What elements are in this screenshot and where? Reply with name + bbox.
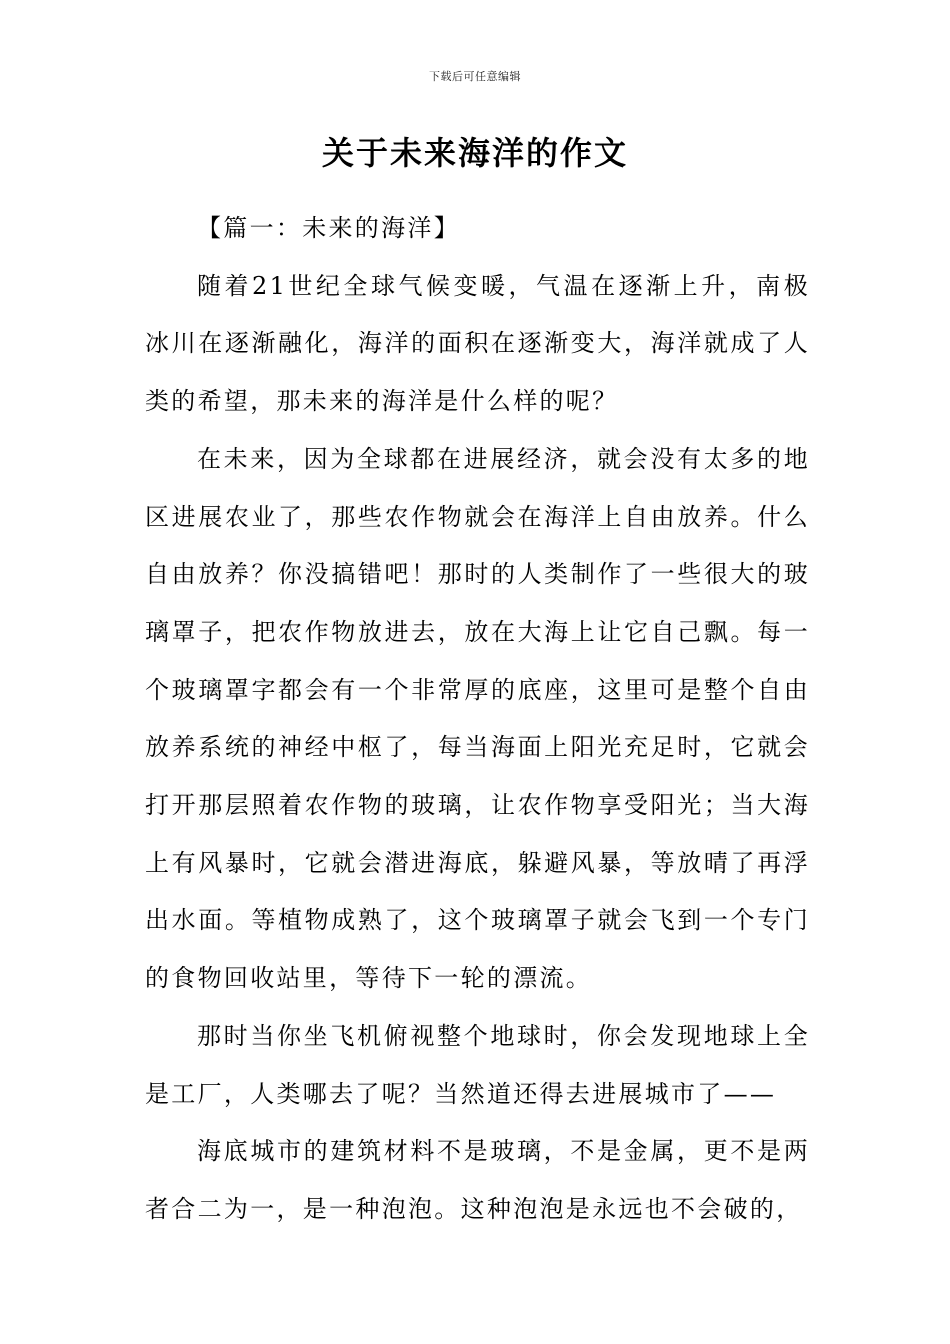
paragraph: 海底城市的建筑材料不是玻璃，不是金属，更不是两者合二为一，是一种泡泡。这种泡泡是永远也不会破的， bbox=[145, 1137, 810, 1223]
paragraph: 那时当你坐飞机俯视整个地球时，你会发现地球上全是工厂，人类哪去了呢？当然道还得去进展城市了—— bbox=[145, 1021, 810, 1108]
paragraph: 在未来，因为全球都在进展经济，就会没有太多的地区进展农业了，那些农作物就会在海洋上自由放养。什么自由放养？你没搞错吧！那时的人类制作了一些很大的玻璃罩子，把农作物放进去，放在大海上让它自己飘。每一个玻璃罩字都会有一个非常厚的底座，这里可是整个自由放养系统的神经中枢了，每当海面上阳光充足时，它就会打开那层照着农作物的玻璃，让农作物享受阳光；当大海上有风暴时，它就会潜进海底，躲避风暴，等放晴了再浮出水面。等植物成熟了，这个玻璃罩子就会飞到一个专门的食物回收站里，等待下一轮的漂流。 bbox=[145, 444, 810, 993]
paragraph: 随着21世纪全球气候变暖，气温在逐渐上升，南极冰川在逐渐融化，海洋的面积在逐渐变大，海洋就成了人类的希望，那未来的海洋是什么样的呢？ bbox=[145, 271, 810, 416]
section-heading: 【篇一：未来的海洋】 bbox=[197, 214, 460, 242]
article-body bbox=[145, 200, 810, 1239]
page-title: 关于未来海洋的作文 bbox=[321, 134, 628, 172]
header-note: 下载后可任意编辑 bbox=[429, 70, 521, 83]
